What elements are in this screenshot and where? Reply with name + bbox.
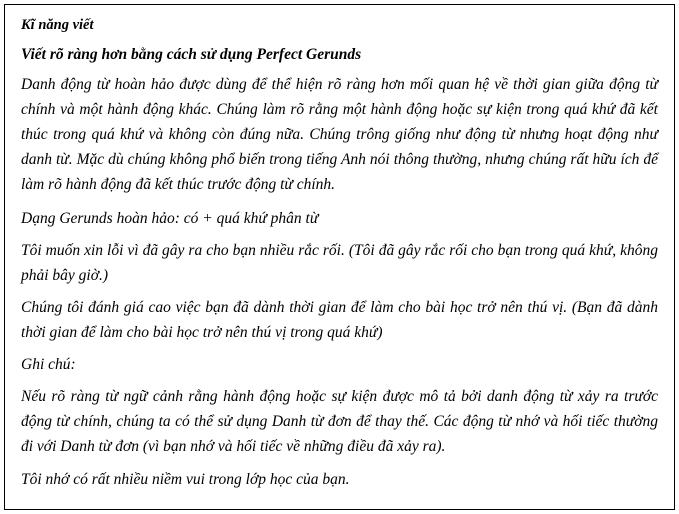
paragraph-note-body: Nếu rõ ràng từ ngữ cảnh rằng hành động hoặc sự kiện được mô tả bởi danh động từ xảy ra trước động từ chính, chúng ta có thể sử dụng Danh từ đơn để thay thế. Các động từ nhớ và hối tiếc thường đi với Danh từ đơn (vì bạn nhớ và hối tiếc về những điều đã xảy ra). xyxy=(21,388,658,456)
paragraph-example-2: Chúng tôi đánh giá cao việc bạn đã dành thời gian để làm cho bài học trở nên thú vị. (Bạn đã dành thời gian để làm cho bài học trở nên thú vị trong quá khứ) xyxy=(21,298,658,341)
paragraph-example-3: Tôi nhớ có rất nhiều niềm vui trong lớp học của bạn. xyxy=(21,470,350,488)
paragraph-intro: Danh động từ hoàn hảo được dùng để thể hiện rõ ràng hơn mối quan hệ về thời gian giữa động từ chính và một hành động khác. Chúng làm rõ rằng một hành động hoặc sự kiện trong quá khứ đã kết thúc trong quá khứ và không còn đúng nữa. Chúng trông giống như động từ nhưng hoạt động như danh từ. Mặc dù chúng không phổ biến trong tiếng Anh nói thông thường, nhưng chúng rất hữu ích để làm rõ hành động đã kết thúc trước động từ chính. xyxy=(21,76,658,194)
paragraph-note-label: Ghi chú: xyxy=(21,356,76,374)
paragraph-example-1: Tôi muốn xin lỗi vì đã gây ra cho bạn nhiều rắc rối. (Tôi đã gây rắc rối cho bạn trong quá khứ, không phải bây giờ.) xyxy=(21,241,658,284)
document-heading: Kĩ năng viết xyxy=(21,17,94,33)
document-frame xyxy=(4,4,675,510)
paragraph-form: Dạng Gerunds hoàn hảo: có + quá khứ phân từ xyxy=(21,209,319,227)
document-subheading: Viết rõ ràng hơn bằng cách sử dụng Perfect Gerunds xyxy=(21,45,362,63)
